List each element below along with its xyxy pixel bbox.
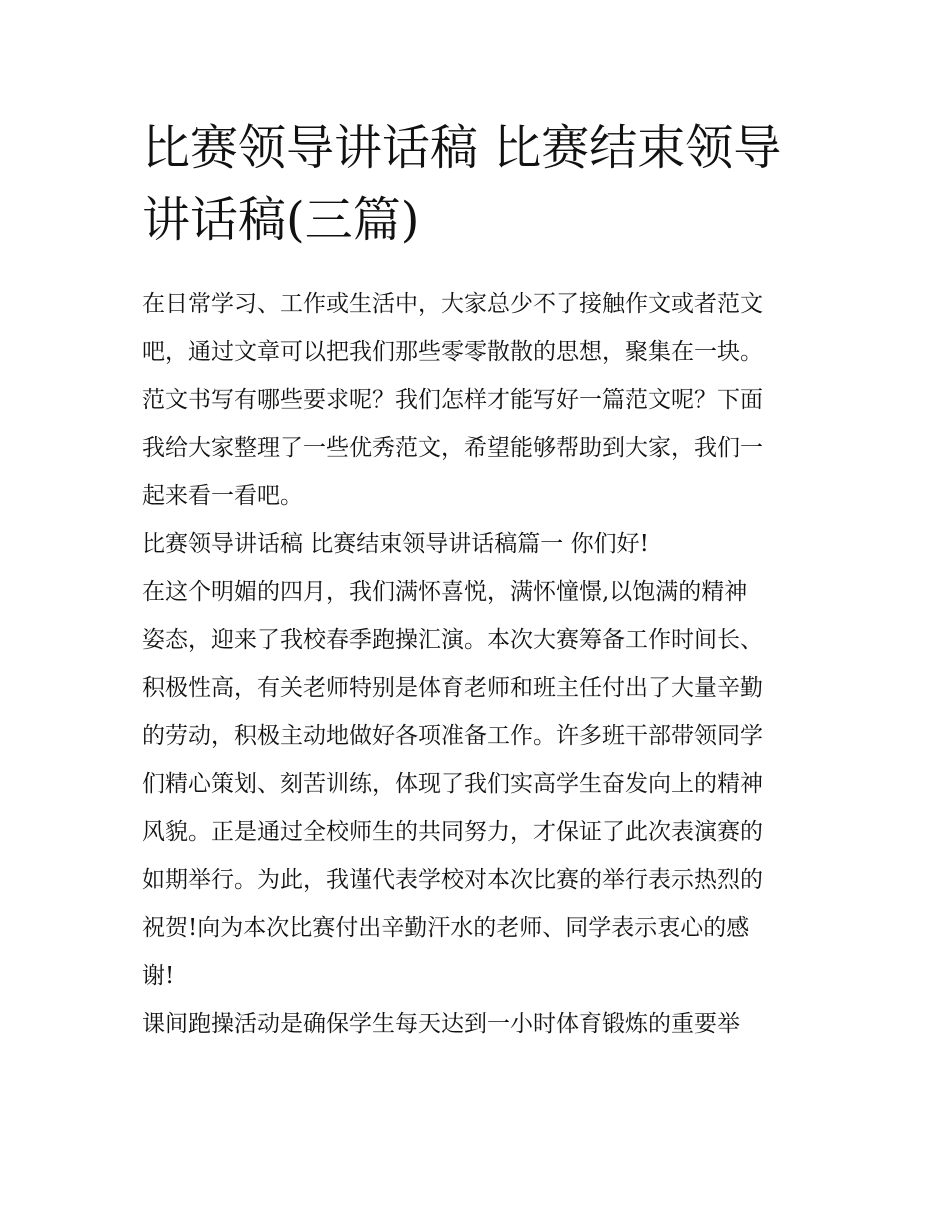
text-line: 祝贺!向为本次比赛付出辛勤汗水的老师、同学表示衷心的感 — [142, 915, 750, 941]
text-line: 谢! — [142, 963, 175, 989]
text-line: 们精心策划、刻苦训练，体现了我们实高学生奋发向上的精神 — [142, 771, 763, 797]
document-title — [142, 112, 822, 256]
text-line: 我给大家整理了一些优秀范文，希望能够帮助到大家，我们一 — [142, 435, 763, 461]
text-line: 风貌。正是通过全校师生的共同努力，才保证了此次表演赛的 — [142, 819, 763, 845]
paragraph-continued — [142, 1000, 822, 1048]
paragraph-intro — [142, 280, 822, 520]
paragraph-section-heading — [142, 520, 822, 568]
text-line: 姿态，迎来了我校春季跑操汇演。本次大赛筹备工作时间长、 — [142, 627, 763, 653]
text-line: 吧，通过文章可以把我们那些零零散散的思想，聚集在一块。 — [142, 339, 763, 365]
text-line: 起来看一看吧。 — [142, 483, 303, 509]
document-content — [142, 112, 822, 1048]
paragraph-speech — [142, 568, 822, 1000]
text-line: 范文书写有哪些要求呢？我们怎样才能写好一篇范文呢？下面 — [142, 387, 763, 413]
document-body — [142, 280, 822, 1048]
text-line: 比赛领导讲话稿 比赛结束领导讲话稿篇一 你们好! — [142, 531, 649, 557]
text-line: 课间跑操活动是确保学生每天达到一小时体育锻炼的重要举 — [142, 1011, 740, 1037]
text-line: 如期举行。为此，我谨代表学校对本次比赛的举行表示热烈的 — [142, 867, 763, 893]
text-line: 积极性高，有关老师特别是体育老师和班主任付出了大量辛勤 — [142, 675, 763, 701]
text-line: 在这个明媚的四月，我们满怀喜悦，满怀憧憬,以饱满的精神 — [142, 579, 748, 605]
text-line: 的劳动，积极主动地做好各项准备工作。许多班干部带领同学 — [142, 723, 763, 749]
title-line: 比赛领导讲话稿 比赛结束领导 — [142, 120, 782, 176]
title-line: 讲话稿(三篇) — [142, 192, 420, 248]
text-line: 在日常学习、工作或生活中，大家总少不了接触作文或者范文 — [142, 291, 763, 317]
